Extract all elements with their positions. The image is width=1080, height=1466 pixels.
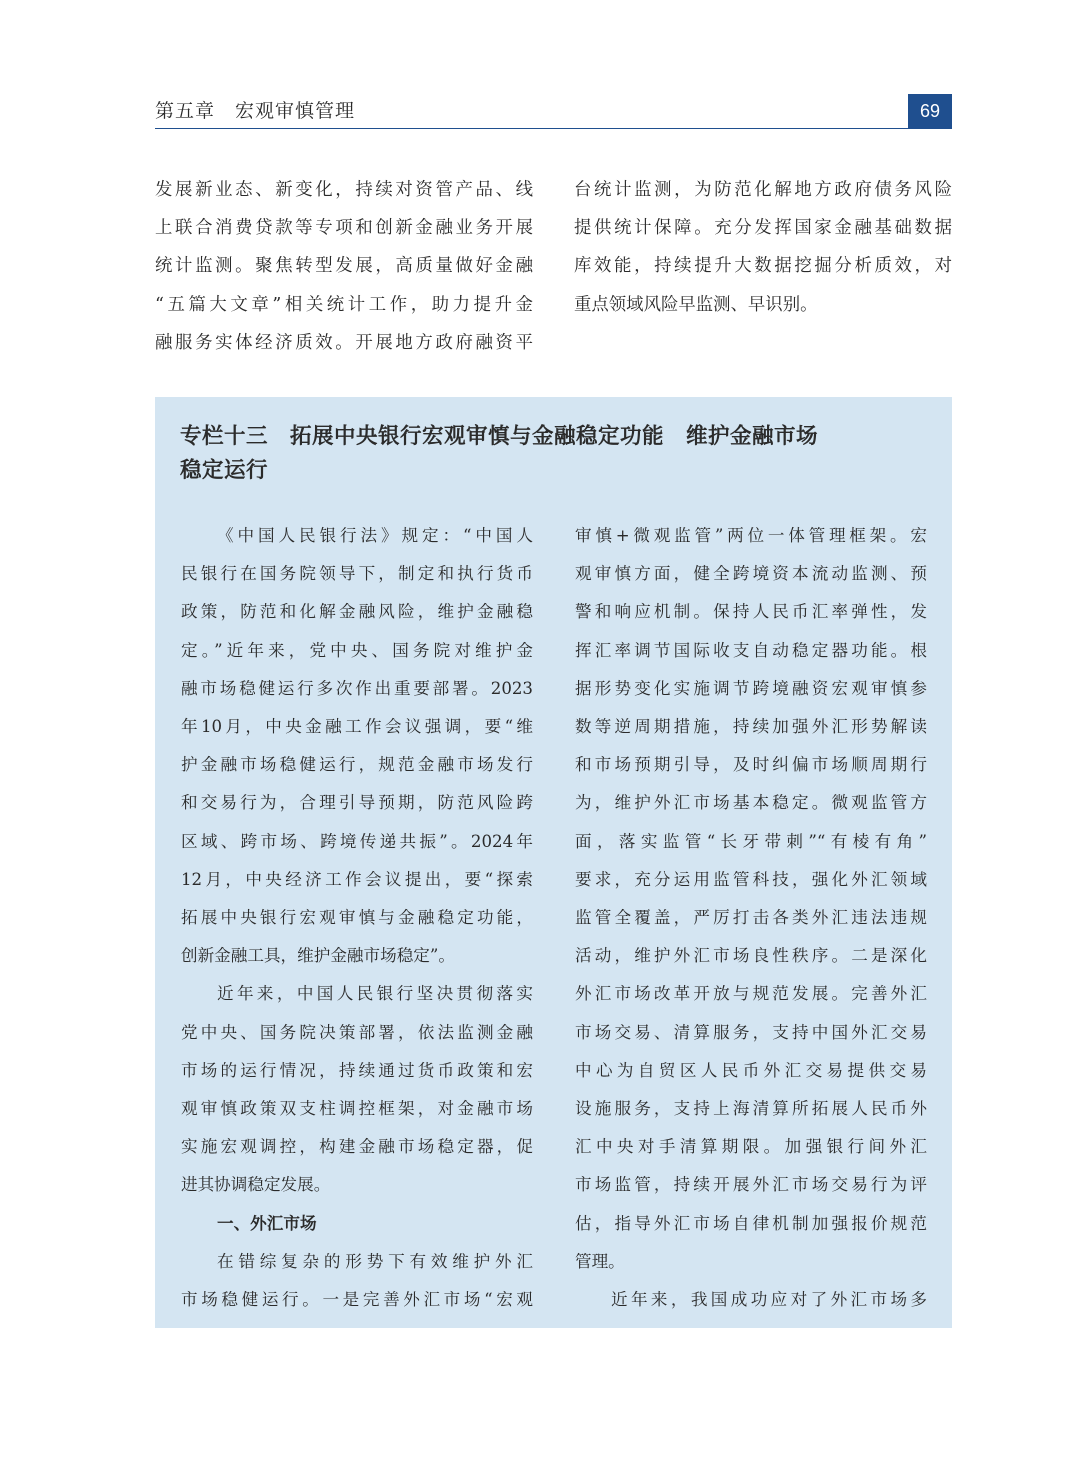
- text-line: 和市场预期引导，及时纠偏市场顺周期行: [575, 755, 927, 775]
- text-line: 为，维护外汇市场基本稳定。微观监管方: [575, 793, 927, 813]
- text-line: 中心为自贸区人民币外汇交易提供交易: [575, 1060, 927, 1080]
- text-line: 观审慎方面，健全跨境资本流动监测、预: [575, 564, 927, 584]
- column-box-title-line2: 稳定运行: [180, 458, 269, 483]
- text-line: 拓展中央银行宏观审慎与金融稳定功能，: [181, 908, 533, 928]
- text-line: 审慎+微观监管”两位一体管理框架。宏: [575, 526, 927, 545]
- column-box-title-line1: 专栏十三 拓展中央银行宏观审慎与金融稳定功能 维护金融市场: [180, 424, 819, 449]
- text-line: 警和响应机制。保持人民币汇率弹性，发: [575, 602, 927, 622]
- text-line: “五篇大文章”相关统计工作，助力提升金: [155, 294, 533, 315]
- text-line: 市场监管，持续开展外汇市场交易行为评: [575, 1175, 927, 1195]
- text-line: 活动，维护外汇市场良性秩序。二是深化: [575, 946, 927, 966]
- text-line: 年10月，中央金融工作会议强调，要“维: [181, 717, 533, 737]
- text-line: 要求，充分运用监管科技，强化外汇领域: [575, 869, 927, 889]
- text-line: 近年来，中国人民银行坚决贯彻落实: [217, 984, 533, 1004]
- text-line: 数等逆周期措施，持续加强外汇形势解读: [575, 717, 927, 737]
- section-subheading: 一、外汇市场: [217, 1213, 317, 1233]
- text-line: 设施服务，支持上海清算所拓展人民币外: [575, 1099, 927, 1119]
- page-number-badge: 69: [908, 94, 952, 128]
- text-line: 管理。: [575, 1251, 625, 1271]
- text-line: 融服务实体经济质效。开展地方政府融资平: [155, 332, 533, 353]
- text-line: 挥汇率调节国际收支自动稳定器功能。根: [575, 640, 927, 660]
- text-line: 区域、跨市场、跨境传递共振”。2024年: [181, 831, 533, 851]
- text-line: 定。”近年来，党中央、国务院对维护金: [181, 640, 533, 660]
- text-line: 上联合消费贷款等专项和创新金融业务开展: [155, 218, 533, 239]
- text-line: 实施宏观调控，构建金融市场稳定器，促: [181, 1137, 533, 1157]
- text-line: 汇中央对手清算期限。加强银行间外汇: [575, 1137, 927, 1157]
- text-line: 创新金融工具，维护金融市场稳定”。: [181, 946, 455, 966]
- text-line: 库效能，持续提升大数据挖掘分析质效，对: [574, 256, 952, 277]
- text-line: 据形势变化实施调节跨境融资宏观审慎参: [575, 678, 927, 698]
- text-line: 护金融市场稳健运行，规范金融市场发行: [181, 755, 533, 775]
- text-line: 民银行在国务院领导下，制定和执行货币: [181, 564, 533, 584]
- text-line: 市场稳健运行。一是完善外汇市场“宏观: [181, 1290, 533, 1310]
- box-column-right: [575, 517, 927, 1319]
- text-line: 近年来，我国成功应对了外汇市场多: [611, 1290, 927, 1310]
- text-line: 政策，防范和化解金融风险，维护金融稳: [181, 602, 533, 622]
- text-line: 《中国人民银行法》规定：“中国人: [217, 526, 533, 545]
- page-header: [155, 94, 952, 130]
- text-line: 观审慎政策双支柱调控框架，对金融市场: [181, 1099, 533, 1119]
- text-line: 估，指导外汇市场自律机制加强报价规范: [575, 1213, 927, 1233]
- text-line: 融市场稳健运行多次作出重要部署。2023: [181, 678, 533, 698]
- body-column-right: [574, 171, 952, 324]
- text-line: 12月，中央经济工作会议提出，要“探索: [181, 869, 533, 889]
- text-line: 党中央、国务院决策部署，依法监测金融: [181, 1022, 533, 1042]
- text-line: 统计监测。聚焦转型发展，高质量做好金融: [155, 256, 533, 277]
- text-line: 重点领域风险早监测、早识别。: [574, 294, 818, 315]
- chapter-title: 第五章 宏观审慎管理: [155, 100, 356, 122]
- column-box-title: [180, 420, 930, 488]
- text-line: 台统计监测，为防范化解地方政府债务风险: [574, 180, 952, 200]
- text-line: 监管全覆盖，严厉打击各类外汇违法违规: [575, 908, 927, 928]
- text-line: 在错综复杂的形势下有效维护外汇: [217, 1251, 533, 1271]
- text-line: 面，落实监管“长牙带刺”“有棱有角”: [575, 831, 927, 851]
- text-line: 市场交易、清算服务，支持中国外汇交易: [575, 1022, 927, 1042]
- text-line: 和交易行为，合理引导预期，防范风险跨: [181, 793, 533, 813]
- text-line: 市场的运行情况，持续通过货币政策和宏: [181, 1060, 533, 1080]
- text-line: 提供统计保障。充分发挥国家金融基础数据: [574, 218, 952, 239]
- text-line: 发展新业态、新变化，持续对资管产品、线: [155, 180, 533, 200]
- box-column-left: [181, 517, 533, 1319]
- body-column-left: [155, 171, 533, 362]
- text-line: 进其协调稳定发展。: [181, 1175, 331, 1195]
- text-line: 外汇市场改革开放与规范发展。完善外汇: [575, 984, 927, 1004]
- header-divider: [155, 128, 952, 129]
